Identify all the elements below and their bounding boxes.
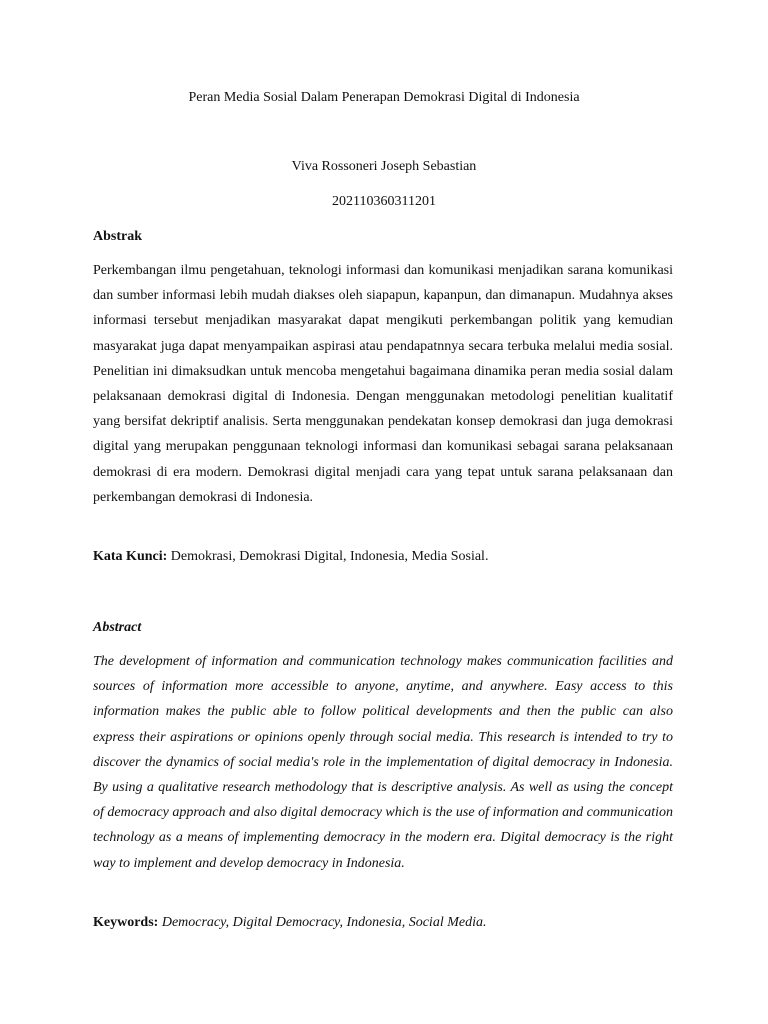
- abstract-heading-english: Abstract: [93, 620, 142, 635]
- abstract-body-english: The development of information and communication technology makes communication facilities and sources of information more accessible to anyone, anytime, and anywhere. Easy access to this information makes the public able to follow political developments and then the public can also express their aspirations or opinions openly through social media. This research is intended to try to discover the dynamics of social media's role in the implementation of digital democracy in Indonesia. By using a qualitative research methodology that is descriptive analysis. As well as using the concept of democracy approach and also digital democracy which is the use of information and communication technology as a means of implementing democracy in the modern era. Digital democracy is the right way to implement and develop democracy in Indonesia.: [93, 654, 673, 871]
- author-name: Viva Rossoneri Joseph Sebastian: [291, 159, 477, 174]
- keywords-label-english: Keywords:: [93, 915, 159, 930]
- keywords-values-english: Democracy, Digital Democracy, Indonesia, Social Media.: [161, 915, 487, 930]
- keywords-values-indonesian: Demokrasi, Demokrasi Digital, Indonesia, Media Sosial.: [170, 549, 489, 564]
- abstract-heading-indonesian: Abstrak: [93, 229, 143, 244]
- abstract-body-indonesian: Perkembangan ilmu pengetahuan, teknologi informasi dan komunikasi menjadikan sarana komunikasi dan sumber informasi lebih mudah diakses oleh siapapun, kapanpun, dan dimanapun. Mudahnya akses informasi tersebut menjadikan masyarakat dapat mengikuti perkembangan politik yang kemudian masyarakat juga dapat menyampaikan aspirasi atau pendapatnnya secara terbuka melalui media sosial. Penelitian ini dimaksudkan untuk mencoba mengetahui bagaimana dinamika peran media sosial dalam pelaksanaan demokrasi digital di Indonesia. Dengan menggunakan metodologi penelitian kualitatif yang bersifat dekriptif analisis. Serta menggunakan pendekatan konsep demokrasi dan juga demokrasi digital yang merupakan penggunaan teknologi informasi dan komunikasi sebagai sarana pelaksanaan demokrasi di era modern. Demokrasi digital menjadi cara yang tepat untuk sarana pelaksanaan dan perkembangan demokrasi di Indonesia.: [93, 263, 673, 505]
- keywords-label-indonesian: Kata Kunci:: [93, 549, 168, 564]
- paper-title: Peran Media Sosial Dalam Penerapan Demokrasi Digital di Indonesia: [188, 90, 580, 105]
- student-id: 202110360311201: [332, 194, 436, 209]
- keywords-english: [93, 913, 693, 933]
- keywords-indonesian: [93, 547, 693, 567]
